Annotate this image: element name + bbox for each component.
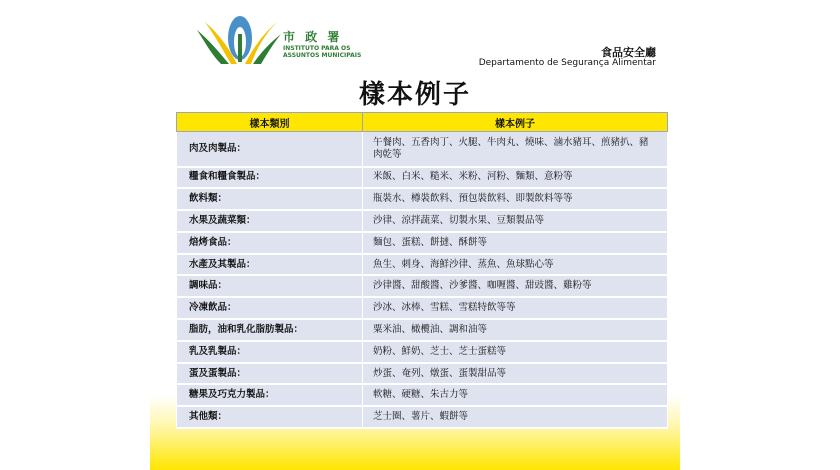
row-examples: 軟糖、硬糖、朱古力等	[363, 384, 668, 406]
row-examples: 魚生、刺身、海鮮沙律、蒸魚、魚球點心等	[363, 254, 668, 276]
table-row	[177, 275, 668, 297]
header-examples: 樣本例子	[363, 113, 668, 132]
row-category: 調味品：	[177, 275, 363, 297]
row-examples: 午餐肉、五香肉丁、火腿、牛肉丸、燒味、滷水豬耳、煎豬扒、豬肉乾等	[363, 132, 668, 167]
table-row	[177, 363, 668, 385]
table-row	[177, 188, 668, 210]
table-row	[177, 297, 668, 319]
page-title: 樣本例子	[358, 80, 471, 110]
department-name-zh: 食品安全廳	[601, 46, 656, 59]
row-examples: 米飯、白米、糙米、米粉、河粉、麵類、意粉等	[363, 167, 668, 189]
row-category: 水果及蔬菜類：	[177, 210, 363, 232]
iam-logo	[195, 12, 362, 67]
row-category: 冷凍飲品：	[177, 297, 363, 319]
row-category: 糧食和糧食製品：	[177, 167, 363, 189]
row-examples: 粟米油、橄欖油、調和油等	[363, 319, 668, 341]
row-examples: 芝士圈、薯片、蝦餅等	[363, 406, 668, 428]
row-examples: 沙冰、冰棒、雪糕、雪糕特飲等等	[363, 297, 668, 319]
table-row	[177, 319, 668, 341]
department-name-pt: Departamento de Segurança Alimentar	[478, 58, 656, 68]
logo-subtitle-line1: INSTITUTO PARA OS	[283, 45, 351, 52]
logo-subtitle	[283, 45, 361, 59]
table-row	[177, 406, 668, 428]
samples-table	[176, 112, 668, 429]
table-row	[177, 167, 668, 189]
row-category: 脂肪，油和乳化脂肪製品：	[177, 319, 363, 341]
row-category: 飲料類：	[177, 188, 363, 210]
row-category: 水產及其製品：	[177, 254, 363, 276]
row-examples: 奶粉、鮮奶、芝士、芝士蛋糕等	[363, 341, 668, 363]
table-row	[177, 254, 668, 276]
row-category: 肉及肉製品：	[177, 132, 363, 167]
row-examples: 沙律醬、甜酸醬、沙爹醬、咖喱醬、甜豉醬、雞粉等	[363, 275, 668, 297]
row-examples: 麵包、蛋糕、餅撻、酥餅等	[363, 232, 668, 254]
row-category: 焙烤食品：	[177, 232, 363, 254]
iam-logo-mark-icon	[195, 12, 281, 67]
table-row	[177, 384, 668, 406]
row-examples: 瓶裝水、樽裝飲料、預包裝飲料、即製飲料等等	[363, 188, 668, 210]
table-row	[177, 210, 668, 232]
logo-subtitle-line2: ASSUNTOS MUNICIPAIS	[283, 52, 362, 59]
logo-title: 市 政 署	[283, 30, 343, 44]
header-category: 樣本類別	[177, 113, 363, 132]
row-category: 蛋及蛋製品：	[177, 363, 363, 385]
row-category: 乳及乳製品：	[177, 341, 363, 363]
table-header-row	[177, 113, 668, 132]
table-row	[177, 341, 668, 363]
row-examples: 沙律、涼拌蔬菜、切製水果、豆類製品等	[363, 210, 668, 232]
row-category: 其他類：	[177, 406, 363, 428]
table-row	[177, 132, 668, 167]
row-examples: 炒蛋、奄列、燉蛋、蛋製甜品等	[363, 363, 668, 385]
slide	[150, 0, 680, 470]
row-category: 糖果及巧克力製品：	[177, 384, 363, 406]
table-row	[177, 232, 668, 254]
